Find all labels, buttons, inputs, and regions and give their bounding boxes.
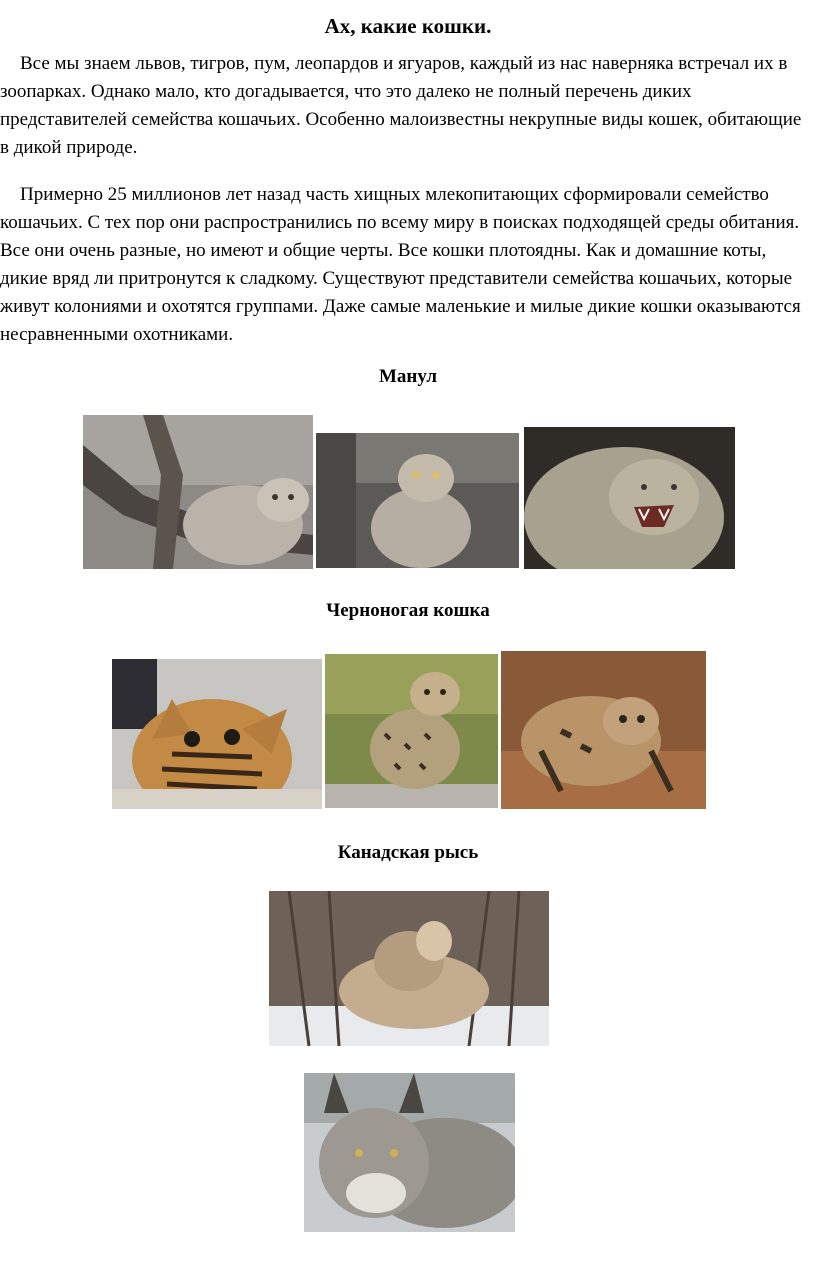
intro-paragraph: Все мы знаем львов, тигров, пум, леопардов и ягуаров, каждый из нас наверняка встречал их в зоопарках. Однако мало, кто догадывается, что это далеко не полный перечень диких представителей семейства кошачьих. Особенно малоизвестны некрупные виды кошек, обитающие в дикой природе. [0, 53, 802, 158]
page-title: Ах, какие кошки. [324, 14, 492, 38]
manul-photo-2 [316, 433, 519, 568]
section-heading-manul: Манул [378, 366, 438, 387]
history-paragraph: Примерно 25 миллионов лет назад часть хищных млекопитающих сформировали семейство кошачьих. С тех пор они распространились по всему миру в поисках подходящей среды обитания. Все они очень разные, но имеют и общие черты. Все кошки плотоядны. Как и домашние коты, дикие вряд ли притронутся к сладкому. Существуют представители семейства кошачьих, которые живут колониями и охотятся группами. Даже самые маленькие и милые дикие кошки оказываются несравненными охотниками. [0, 184, 801, 345]
section-heading-black-footed-cat: Черноногая кошка [326, 600, 490, 621]
canada-lynx-photo-1 [269, 891, 549, 1046]
section-heading-canada-lynx: Канадская рысь [337, 842, 479, 863]
black-footed-cat-photo-1 [112, 659, 322, 809]
manul-photo-1 [83, 415, 313, 569]
canada-lynx-photo-2 [304, 1073, 515, 1232]
black-footed-cat-photo-2 [325, 654, 498, 808]
manul-photo-3 [524, 427, 735, 569]
black-footed-cat-photo-3 [501, 651, 706, 809]
